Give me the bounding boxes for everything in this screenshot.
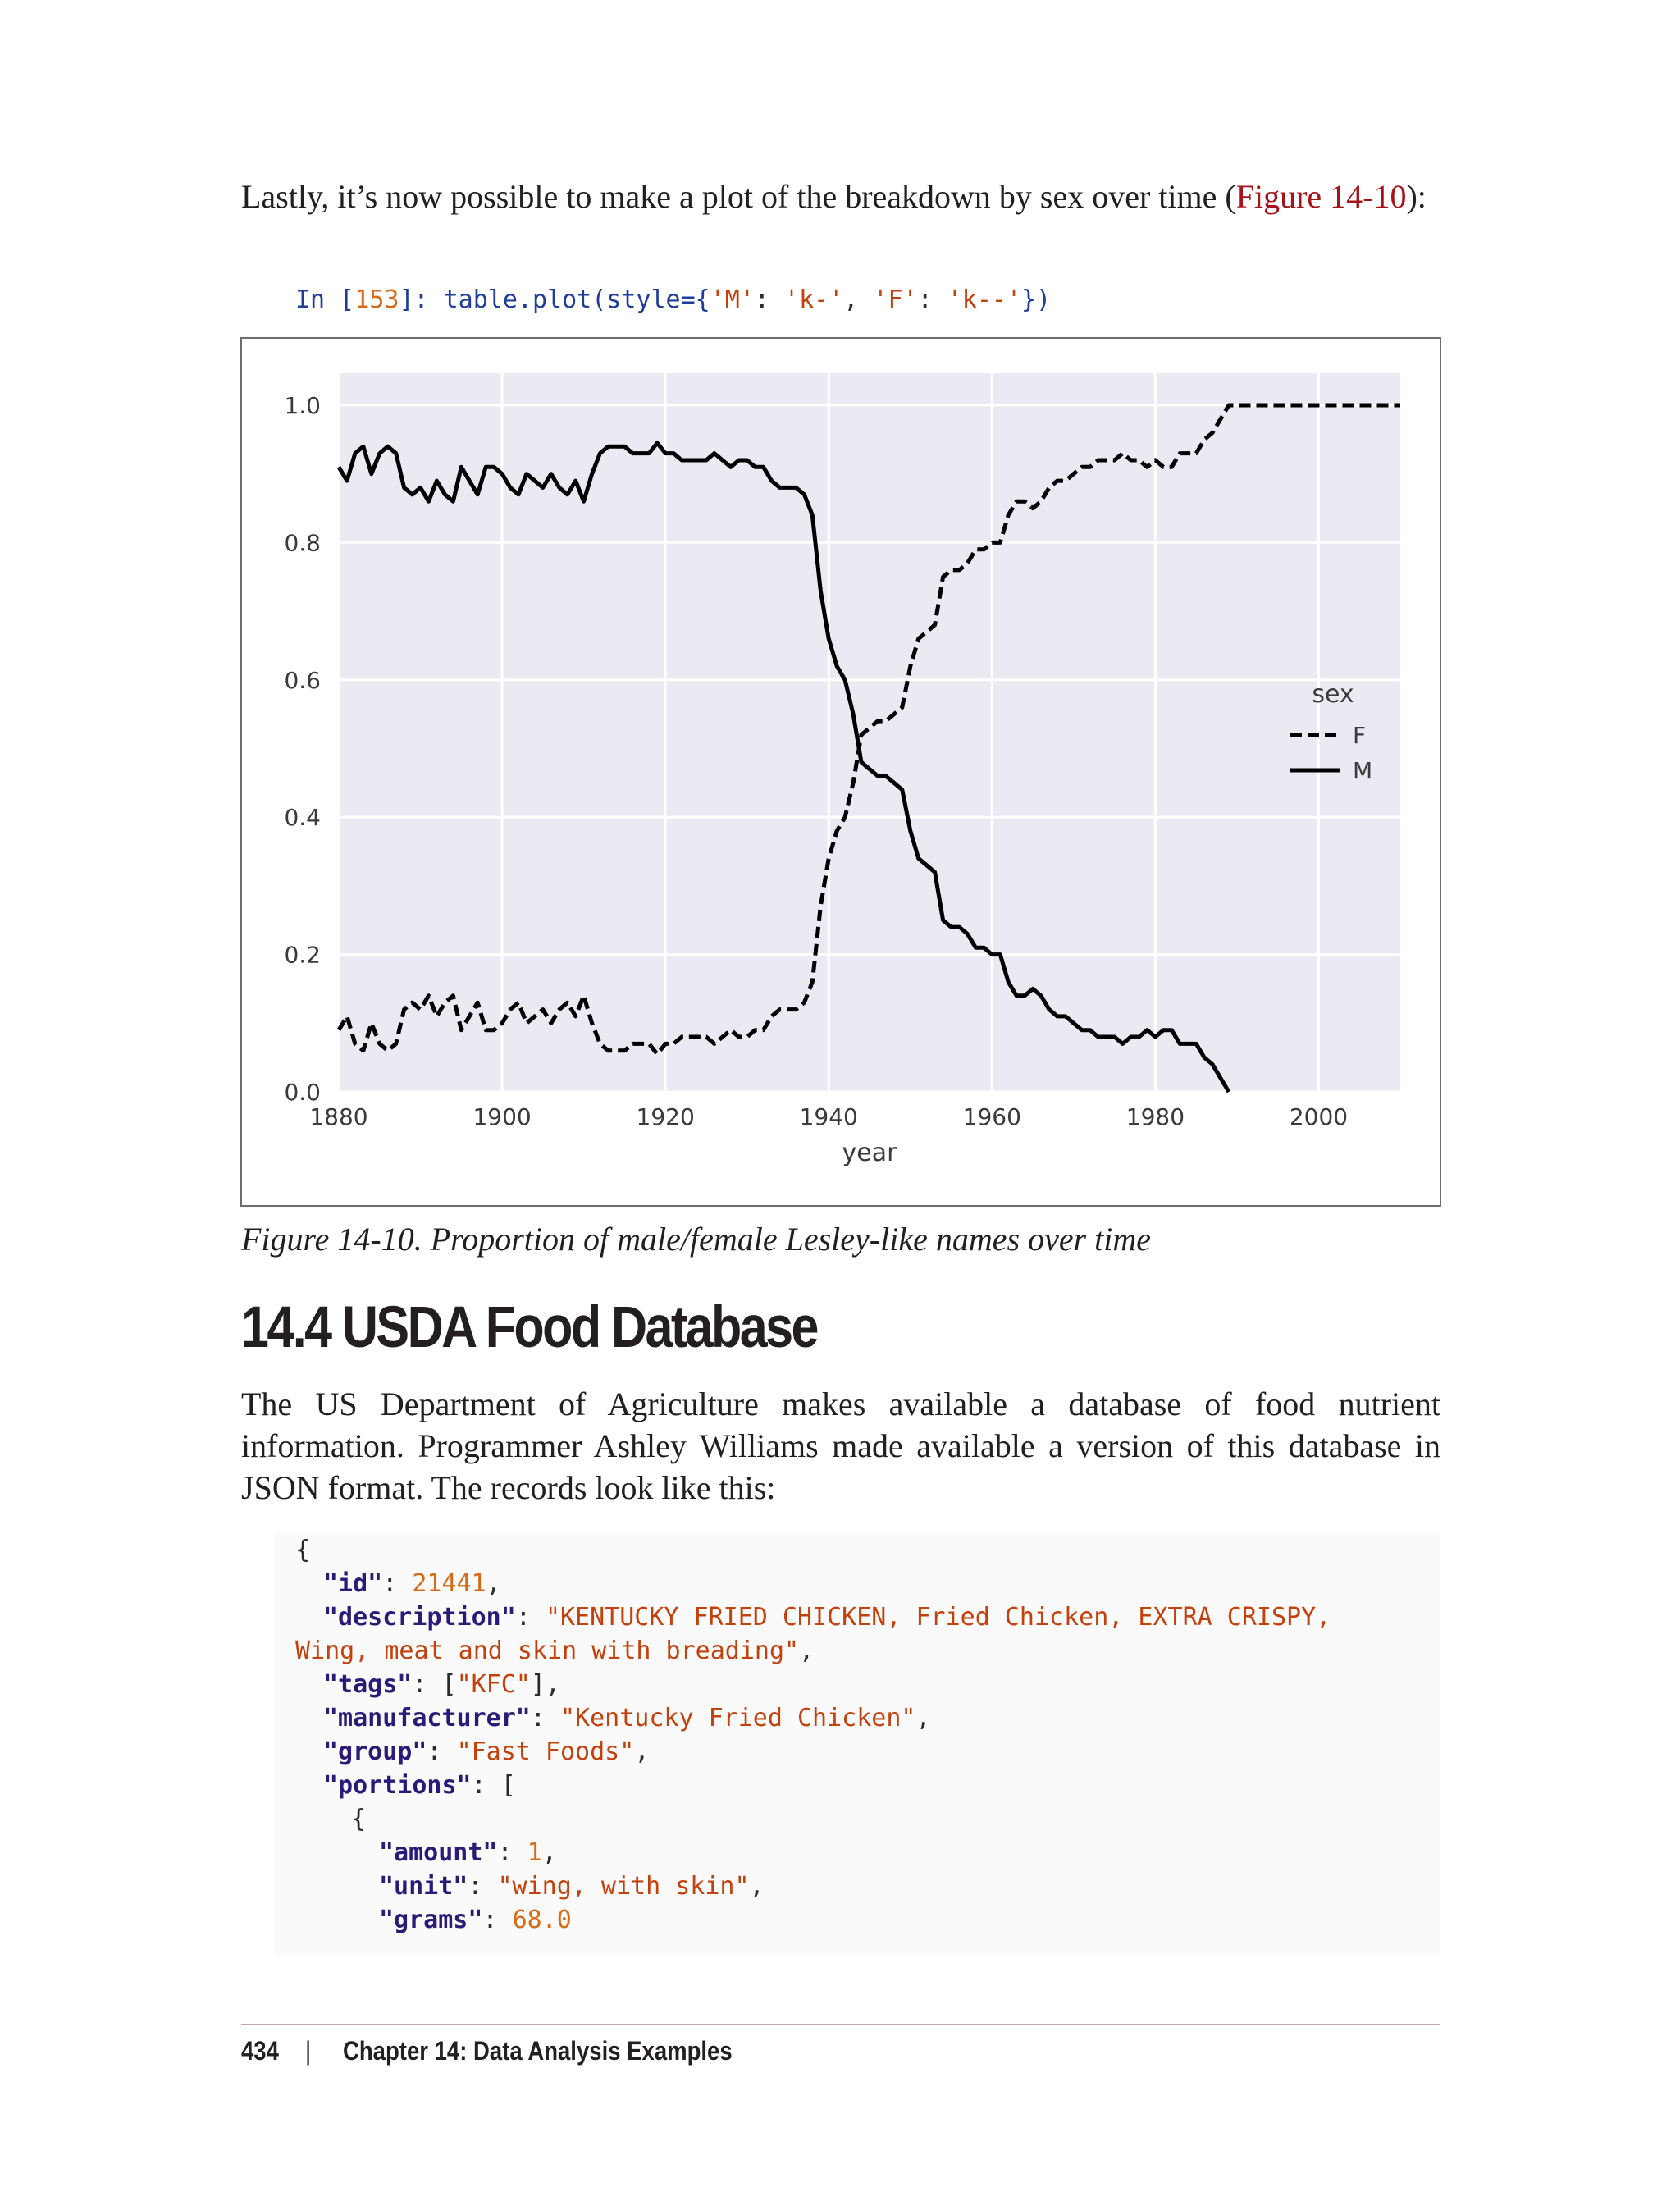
code-prompt: In [ — [295, 285, 355, 314]
json-line-amount: "amount": 1, — [379, 1838, 557, 1867]
json-number: 68.0 — [512, 1906, 572, 1934]
chapter-title: Chapter 14: Data Analysis Examples — [343, 2036, 733, 2066]
json-key: "amount" — [379, 1838, 498, 1867]
json-key: "grams" — [379, 1906, 483, 1934]
y-tick-label: 0.6 — [284, 666, 321, 694]
json-string: "KFC" — [456, 1670, 531, 1699]
json-open-brace: { — [295, 1536, 311, 1564]
code-punct: , — [843, 285, 874, 314]
code-call-end: }) — [1021, 285, 1052, 314]
json-line-tags: "tags": ["KFC"], — [323, 1670, 560, 1699]
json-key: "id" — [323, 1569, 383, 1598]
page-number: 434 — [241, 2036, 279, 2066]
intro-text: Lastly, it’s now possible to make a plot of the breakdown by sex over time ( — [241, 178, 1236, 215]
json-line-id: "id": 21441, — [323, 1569, 501, 1598]
code-punct: : — [917, 285, 947, 314]
json-line-portions: "portions": [ — [323, 1771, 516, 1800]
json-line-grams: "grams": 68.0 — [379, 1906, 572, 1934]
code-cell — [295, 285, 1051, 314]
json-key: "portions" — [323, 1771, 472, 1800]
json-inner-brace: { — [351, 1805, 367, 1833]
json-key: "tags" — [323, 1670, 413, 1699]
json-string: "wing, with skin" — [497, 1872, 750, 1901]
code-string: 'M' — [710, 285, 755, 314]
x-tick-label: 1960 — [962, 1103, 1021, 1130]
code-prompt-end: ]: — [399, 285, 444, 314]
x-tick-label: 1880 — [309, 1103, 368, 1130]
footer-rule — [241, 2024, 1440, 2025]
json-key: "description" — [323, 1603, 516, 1632]
x-axis-label: year — [842, 1139, 897, 1167]
y-tick-label: 0.2 — [284, 941, 321, 969]
json-number: 21441 — [412, 1569, 486, 1598]
x-tick-label: 2000 — [1289, 1103, 1349, 1130]
json-line-description: "description": "KENTUCKY FRIED CHICKEN, Fried Chicken, EXTRA CRISPY, — [323, 1603, 1331, 1632]
footer-separator: | — [305, 2036, 312, 2066]
code-string: 'k-' — [784, 285, 844, 314]
json-string: Wing, meat and skin with breading" — [295, 1637, 800, 1665]
y-tick-label: 0.4 — [284, 804, 321, 832]
code-string: 'k--' — [947, 285, 1022, 314]
json-line-description-cont: Wing, meat and skin with breading", — [295, 1637, 815, 1665]
line-chart — [242, 339, 1440, 1205]
json-string: "Kentucky Fried Chicken" — [560, 1704, 916, 1732]
json-string: "KENTUCKY FRIED CHICKEN, Fried Chicken, EXTRA CRISPY, — [545, 1603, 1331, 1632]
legend-title: sex — [1312, 680, 1354, 709]
y-tick-label: 0.0 — [284, 1079, 321, 1106]
legend-label-f: F — [1353, 722, 1367, 749]
json-key: "group" — [323, 1737, 427, 1766]
body-paragraph: The US Department of Agriculture makes available a database of food nutrient information. Programmer Ashley Williams made available a version of this database in JSON format. The records look like this: — [241, 1386, 1440, 1506]
code-string: 'F' — [873, 285, 918, 314]
json-line-manufacturer: "manufacturer": "Kentucky Fried Chicken", — [323, 1704, 931, 1732]
figure-caption: Figure 14-10. Proportion of male/female Lesley-like names over time — [241, 1221, 1152, 1258]
section-heading: 14.4 USDA Food Database — [241, 1295, 817, 1360]
plot-area — [339, 373, 1400, 1092]
code-call: table.plot(style={ — [443, 285, 710, 314]
figure-link[interactable]: Figure 14-10 — [1235, 178, 1407, 215]
figure-frame — [240, 337, 1441, 1207]
intro-paragraph — [241, 176, 1440, 217]
x-tick-label: 1940 — [799, 1103, 858, 1130]
json-line-group: "group": "Fast Foods", — [323, 1737, 650, 1766]
json-string: "Fast Foods" — [456, 1737, 635, 1766]
x-tick-label: 1980 — [1125, 1103, 1185, 1130]
code-prompt-number: 153 — [354, 285, 399, 314]
y-tick-label: 0.8 — [284, 529, 321, 557]
y-tick-label: 1.0 — [284, 392, 321, 419]
x-tick-label: 1900 — [472, 1103, 532, 1130]
intro-text-end: ): — [1406, 178, 1427, 215]
x-tick-label: 1920 — [636, 1103, 695, 1130]
json-line-unit: "unit": "wing, with skin", — [379, 1872, 765, 1901]
json-key: "manufacturer" — [323, 1704, 531, 1732]
legend-label-m: M — [1353, 757, 1373, 784]
json-key: "unit" — [379, 1872, 468, 1901]
json-number: 1 — [527, 1838, 542, 1867]
code-punct: : — [754, 285, 785, 314]
